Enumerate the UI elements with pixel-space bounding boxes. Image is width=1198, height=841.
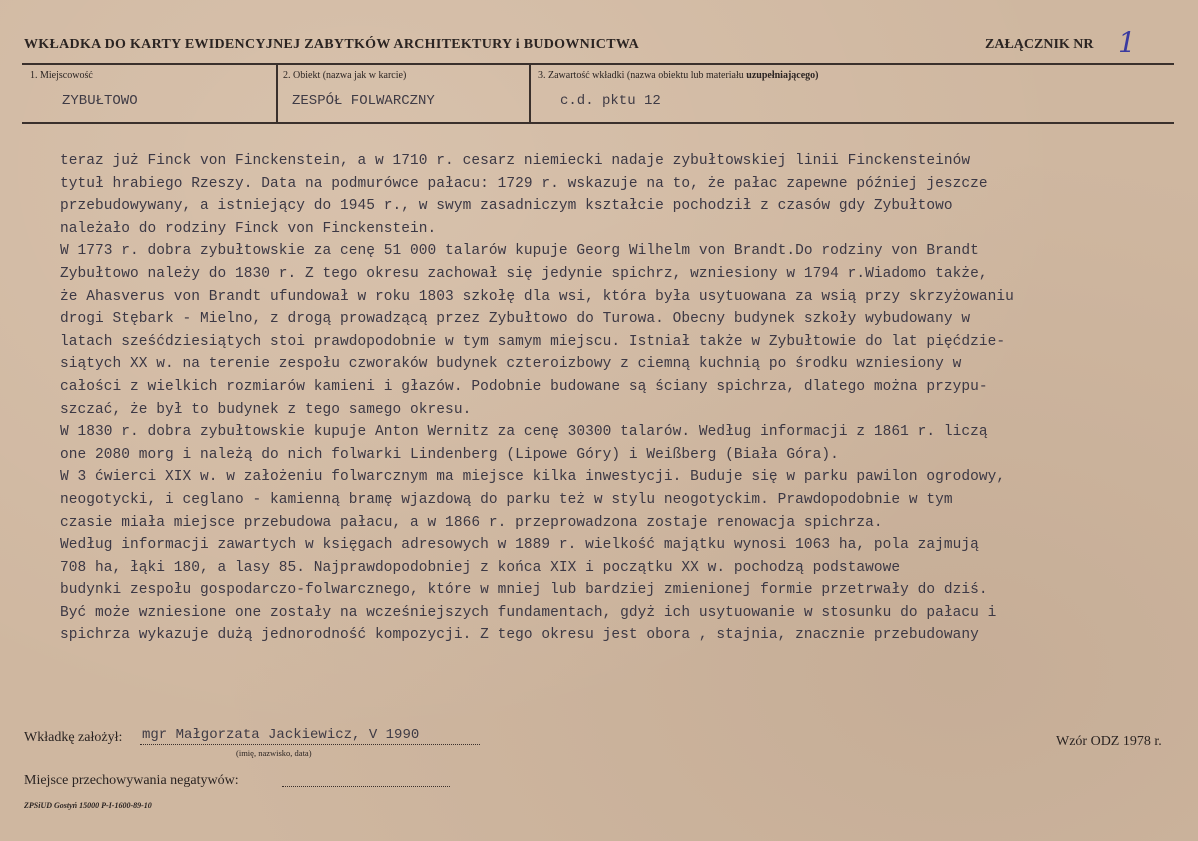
- body-text: [60, 150, 1180, 647]
- print-code: ZPSiUD Gostyń 15000 P-I-1600-89-10: [24, 801, 152, 810]
- body-line: neogotycki, i ceglano - kamienną bramę wjazdową do parku też w stylu neogotyckim. Prawdopodobnie w tym: [60, 491, 953, 508]
- body-line: przebudowywany, a istniejący do 1945 r., w swym zasadniczym kształcie pochodził z czasów gdy Zybułtowo: [60, 198, 953, 215]
- founded-label: Wkładkę założył:: [24, 730, 123, 745]
- founded-underline: [140, 744, 480, 745]
- body-line: latach sześćdziesiątych stoi prawdopodobnie w tym samym miejscu. Istniał także w Zybułtowie do lat pięćdzie-: [60, 333, 1006, 350]
- object-label: 2. Obiekt (nazwa jak w karcie): [283, 70, 407, 81]
- body-line: że Ahasverus von Brandt ufundował w roku 1803 szkołę dla wsi, która była usytuowana za wsią przy skrzyżowaniu: [60, 288, 1014, 305]
- body-line: tytuł hrabiego Rzeszy. Data na podmurówce pałacu: 1729 r. wskazuje na to, że pałac zapewne później jeszcze: [60, 175, 988, 192]
- body-line: całości z wielkich rozmiarów kamieni i głazów. Podobnie budowane są ściany spichrza, dlatego można przypu-: [60, 378, 988, 395]
- founded-note: (imię, nazwisko, data): [236, 748, 312, 758]
- content-label: 3. Zawartość wkładki (nazwa obiektu lub materiału uzupełniającego): [538, 70, 819, 81]
- body-line: one 2080 morg i należą do nich folwarki Lindenberg (Lipowe Góry) i Weißberg (Biała Góra).: [60, 446, 839, 463]
- field-divider-2: [529, 64, 531, 122]
- field-divider-1: [276, 64, 278, 122]
- storage-underline: [282, 786, 450, 787]
- body-line: W 1830 r. dobra zybułtowskie kupuje Anton Wernitz za cenę 30300 talarów. Według informacji z 1861 r. liczą: [60, 424, 988, 441]
- body-line: teraz już Finck von Finckenstein, a w 1710 r. cesarz niemiecki nadaje zybułtowskiej linii Finckensteinów: [60, 153, 971, 169]
- annex-label: ZAŁĄCZNIK NR: [985, 37, 1094, 52]
- body-line: 708 ha, łąki 180, a lasy 85. Najprawdopodobniej z końca XIX i początku XX w. pochodzą podstawowe: [60, 559, 901, 576]
- object-value: ZESPÓŁ FOLWARCZNY: [292, 93, 435, 109]
- annex-number: 1: [1118, 26, 1136, 59]
- locality-label: 1. Miejscowość: [30, 70, 93, 81]
- body-line: szczać, że był to budynek z tego samego okresu.: [60, 401, 472, 418]
- storage-label: Miejsce przechowywania negatywów:: [24, 773, 239, 788]
- model-label: Wzór ODZ 1978 r.: [1056, 734, 1162, 749]
- fields-bottom-rule: [22, 122, 1174, 124]
- body-line: siątych XX w. na terenie zespołu czworaków budynek czterоizbowy z ciemną kuchnią po środku wzniesiony w: [60, 356, 962, 373]
- body-line: W 3 ćwierci XIX w. w założeniu folwarcznym ma miejsce kilka inwestycji. Buduje się w parku pawilon ogrodowy,: [60, 469, 1006, 486]
- body-line: należało do rodziny Finck von Finckenstein.: [60, 220, 437, 237]
- body-line: Zybułtowo należy do 1830 r. Z tego okresu zachował się jedynie spichrz, wzniesiony w 1794 r.Wiadomo także,: [60, 265, 988, 282]
- body-line: Być może wzniesione one zostały na wcześniejszych fundamentach, gdyż ich usytuowanie w stosunku do pałacu i: [60, 604, 997, 621]
- document-title: WKŁADKA DO KARTY EWIDENCYJNEJ ZABYTKÓW ARCHITEKTURY i BUDOWNICTWA: [24, 37, 640, 52]
- body-line: Według informacji zawartych w księgach adresowych w 1889 r. wielkość majątku wynosi 1063 ha, pola zajmują: [60, 537, 979, 554]
- header-rule: [22, 63, 1174, 65]
- content-value: c.d. pktu 12: [560, 93, 661, 109]
- founded-value: mgr Małgorzata Jackiewicz, V 1990: [142, 727, 420, 743]
- body-line: budynki zespołu gospodarczo-folwarcznego, które w mniej lub bardziej zmienionej formie przetrwały do dziś.: [60, 582, 988, 599]
- body-line: drogi Stębark - Mielno, z drogą prowadzącą przez Zybułtowo do Turowa. Obecny budynek szkoły wybudowany w: [60, 311, 971, 328]
- body-line: spichrza wykazuje dużą jednorodność kompozycji. Z tego okresu jest obora , stajnia, znacznie przebudowany: [60, 627, 979, 644]
- locality-value: ZYBUŁTOWO: [62, 93, 138, 109]
- body-line: czasie miała miejsce przebudowa pałacu, a w 1866 r. przeprowadzona zostaje renowacja spichrza.: [60, 514, 883, 531]
- body-line: W 1773 r. dobra zybułtowskie za cenę 51 000 talarów kupuje Georg Wilhelm von Brandt.Do rodziny von Brandt: [60, 243, 979, 260]
